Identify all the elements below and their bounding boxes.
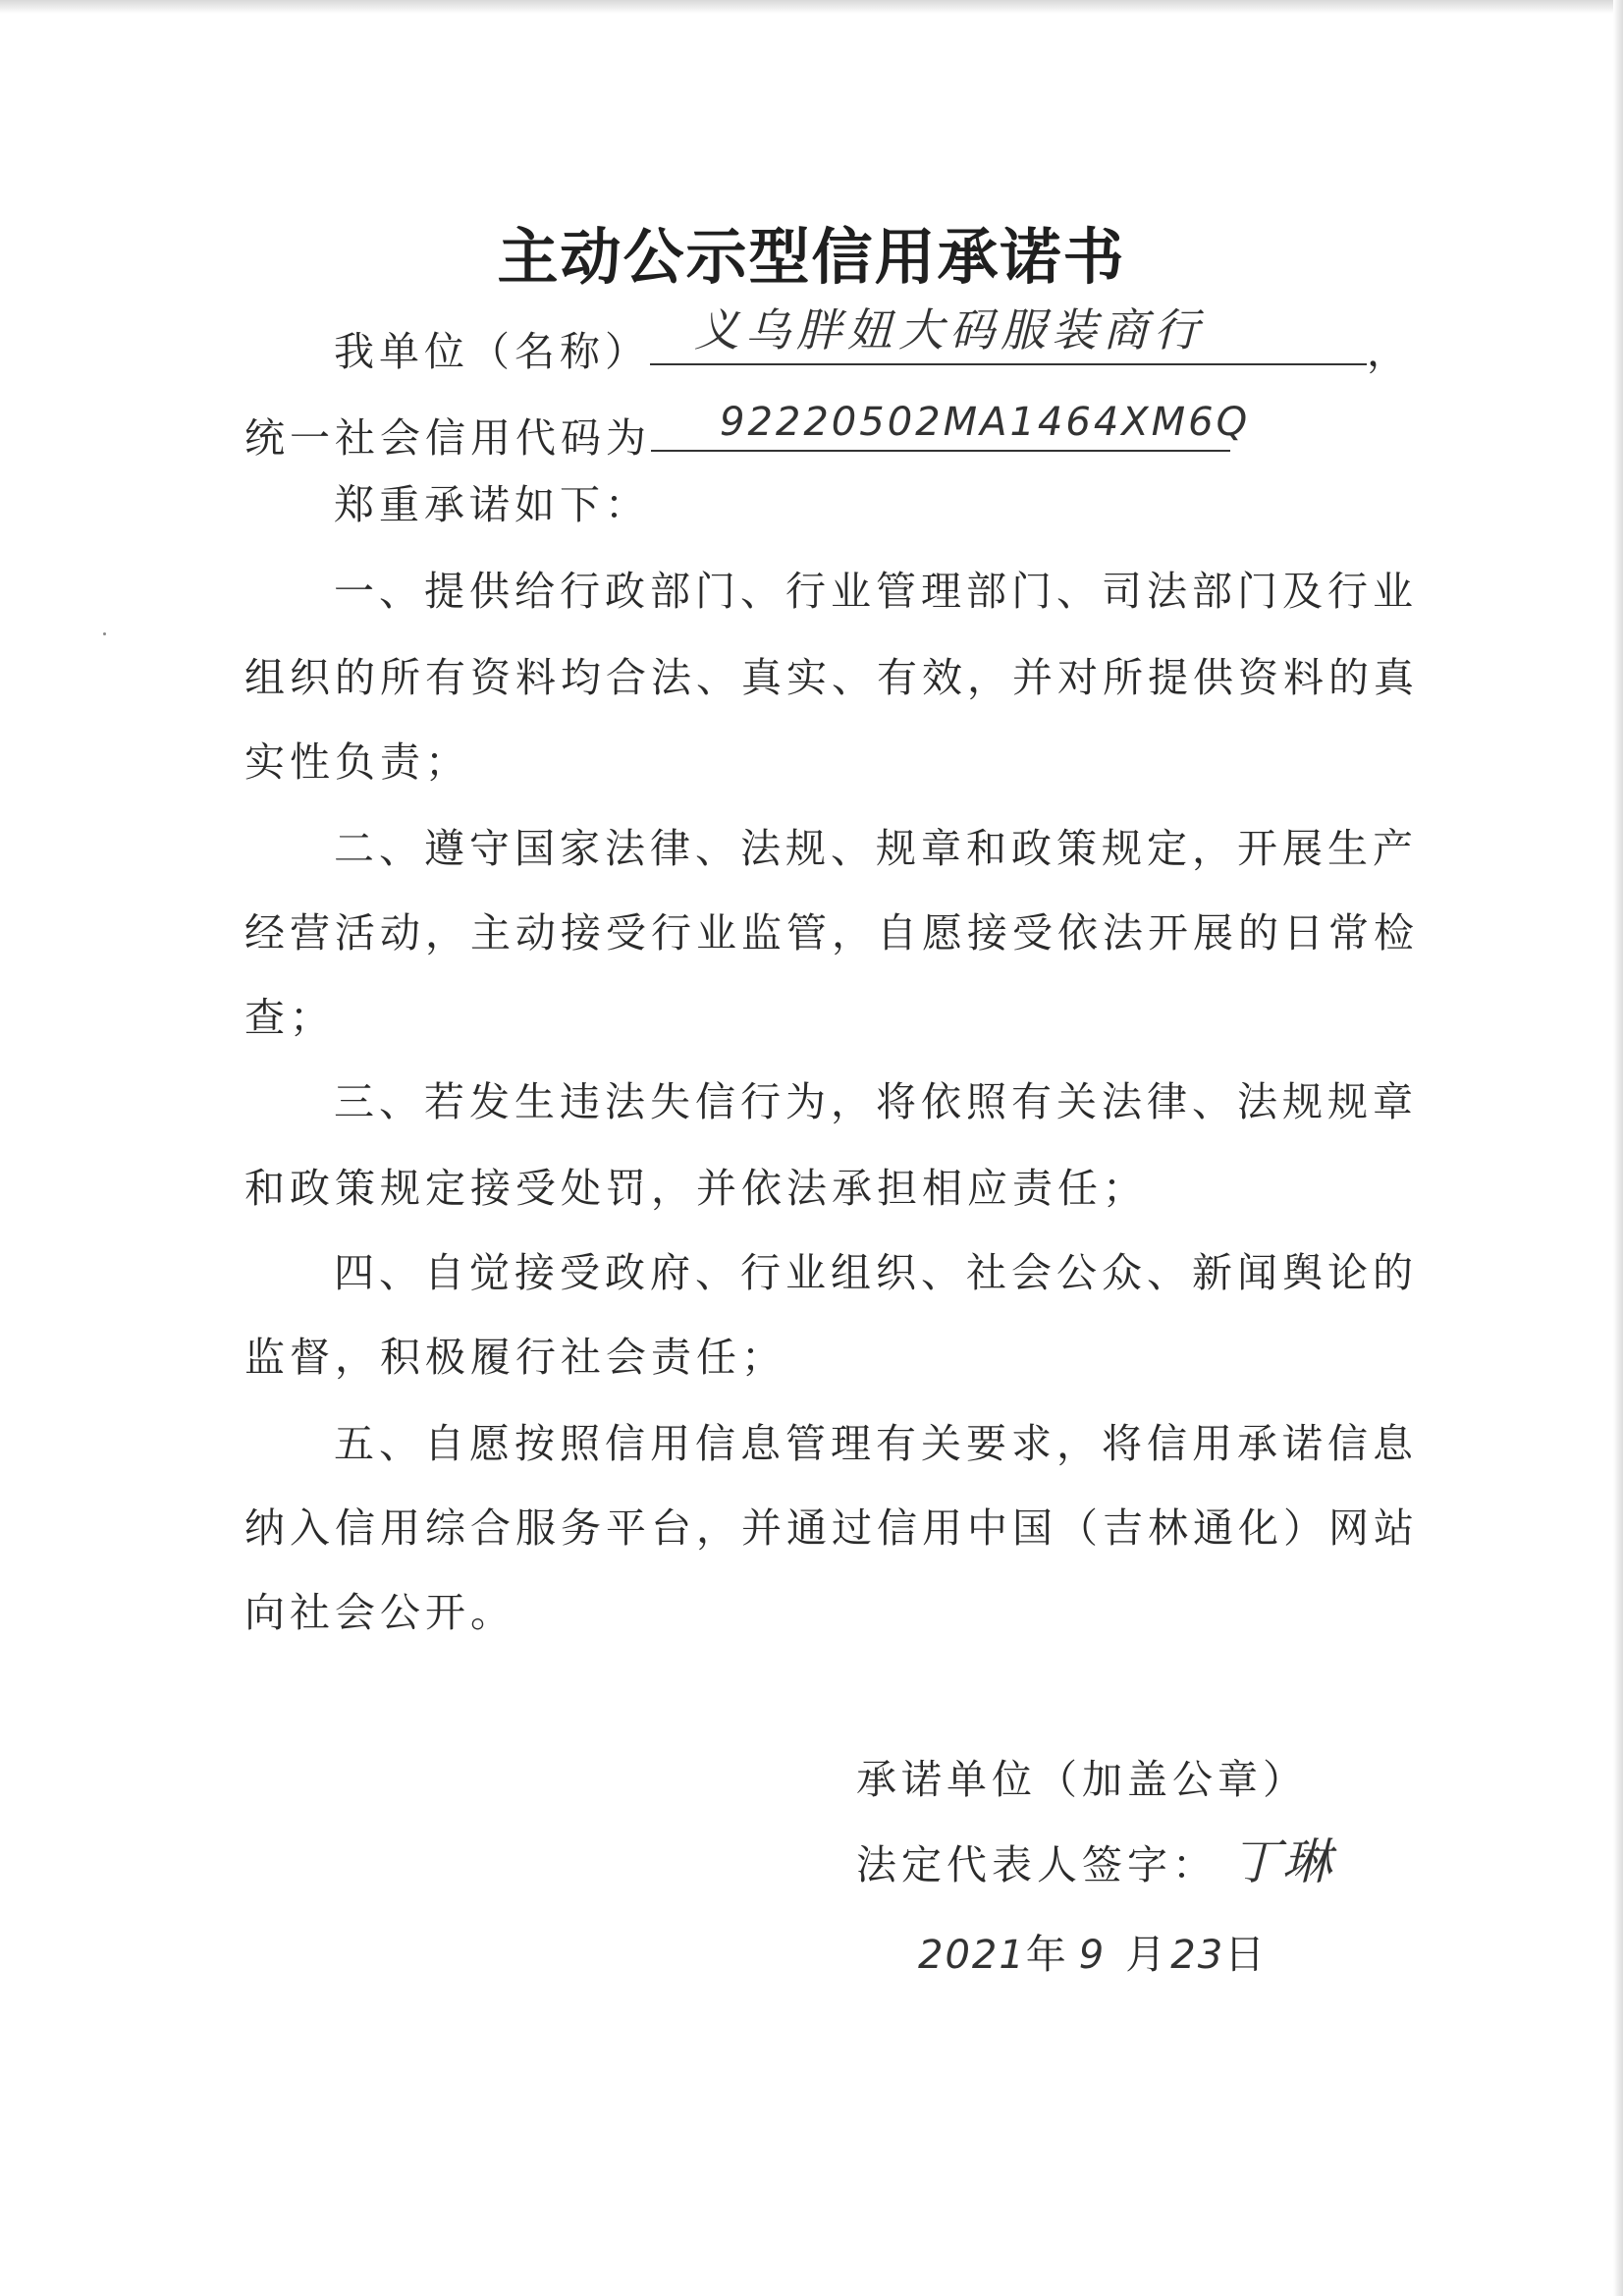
unit-name-trail: ， [1367,328,1412,375]
date-year: 2021 [918,1933,1026,1978]
item-5-line-3: 向社会公开。 [244,1589,515,1636]
item-2-line-1: 二、遵守国家法律、法规、规章和政策规定，开展生产 [334,825,1418,872]
item-5-line-2: 纳入信用综合服务平台，并通过信用中国（吉林通化）网站 [244,1504,1419,1552]
credit-code-label: 统一社会信用代码为 [244,414,651,462]
item-3-line-1: 三、若发生违法失信行为，将依照有关法律、法规规章 [334,1078,1418,1125]
rep-signature-line [856,1832,1333,1894]
item-1-line-1: 一、提供给行政部门、行业管理部门、司法部门及行业 [334,568,1418,615]
date-month-unit: 月 [1125,1931,1171,1978]
scan-speck [103,632,106,635]
credit-code-handwritten: 92220502MA1464XM6Q [720,400,1251,445]
date-month: 9 [1078,1933,1107,1978]
unit-name-handwritten: 义乌胖妞大码服装商行 [694,303,1205,356]
date-day: 23 [1170,1933,1225,1978]
intro-text: 郑重承诺如下： [334,481,650,528]
item-2-line-3: 查； [244,994,335,1041]
scan-edge-right [1613,0,1623,2296]
unit-name-line [334,304,1412,381]
stamp-label: 承诺单位（加盖公章） [856,1756,1308,1803]
credit-code-field [651,391,1251,452]
date-year-unit: 年 [1025,1931,1071,1978]
item-4-line-1: 四、自觉接受政府、行业组织、社会公众、新闻舆论的 [334,1249,1418,1296]
page-title: 主动公示型信用承诺书 [497,221,1126,293]
item-4-line-2: 监督，积极履行社会责任； [244,1334,786,1381]
scan-edge-top [0,0,1623,14]
item-5-line-1: 五、自愿按照信用信息管理有关要求，将信用承诺信息 [334,1420,1418,1467]
date-day-unit: 日 [1224,1931,1271,1978]
unit-name-label: 我单位（名称） [334,328,650,375]
item-1-line-3: 实性负责； [244,738,470,786]
rep-signature-label: 法定代表人签字： [856,1841,1217,1888]
item-3-line-2: 和政策规定接受处罚，并依法承担相应责任； [244,1165,1148,1212]
item-2-line-2: 经营活动，主动接受行业监管，自愿接受依法开展的日常检 [244,909,1419,957]
rep-signature-handwritten: 丁琳 [1231,1833,1333,1890]
unit-name-field [650,304,1367,365]
date-line [918,1925,1270,1985]
credit-code-line [244,391,1251,467]
item-1-line-2: 组织的所有资料均合法、真实、有效，并对所提供资料的真 [244,654,1419,701]
